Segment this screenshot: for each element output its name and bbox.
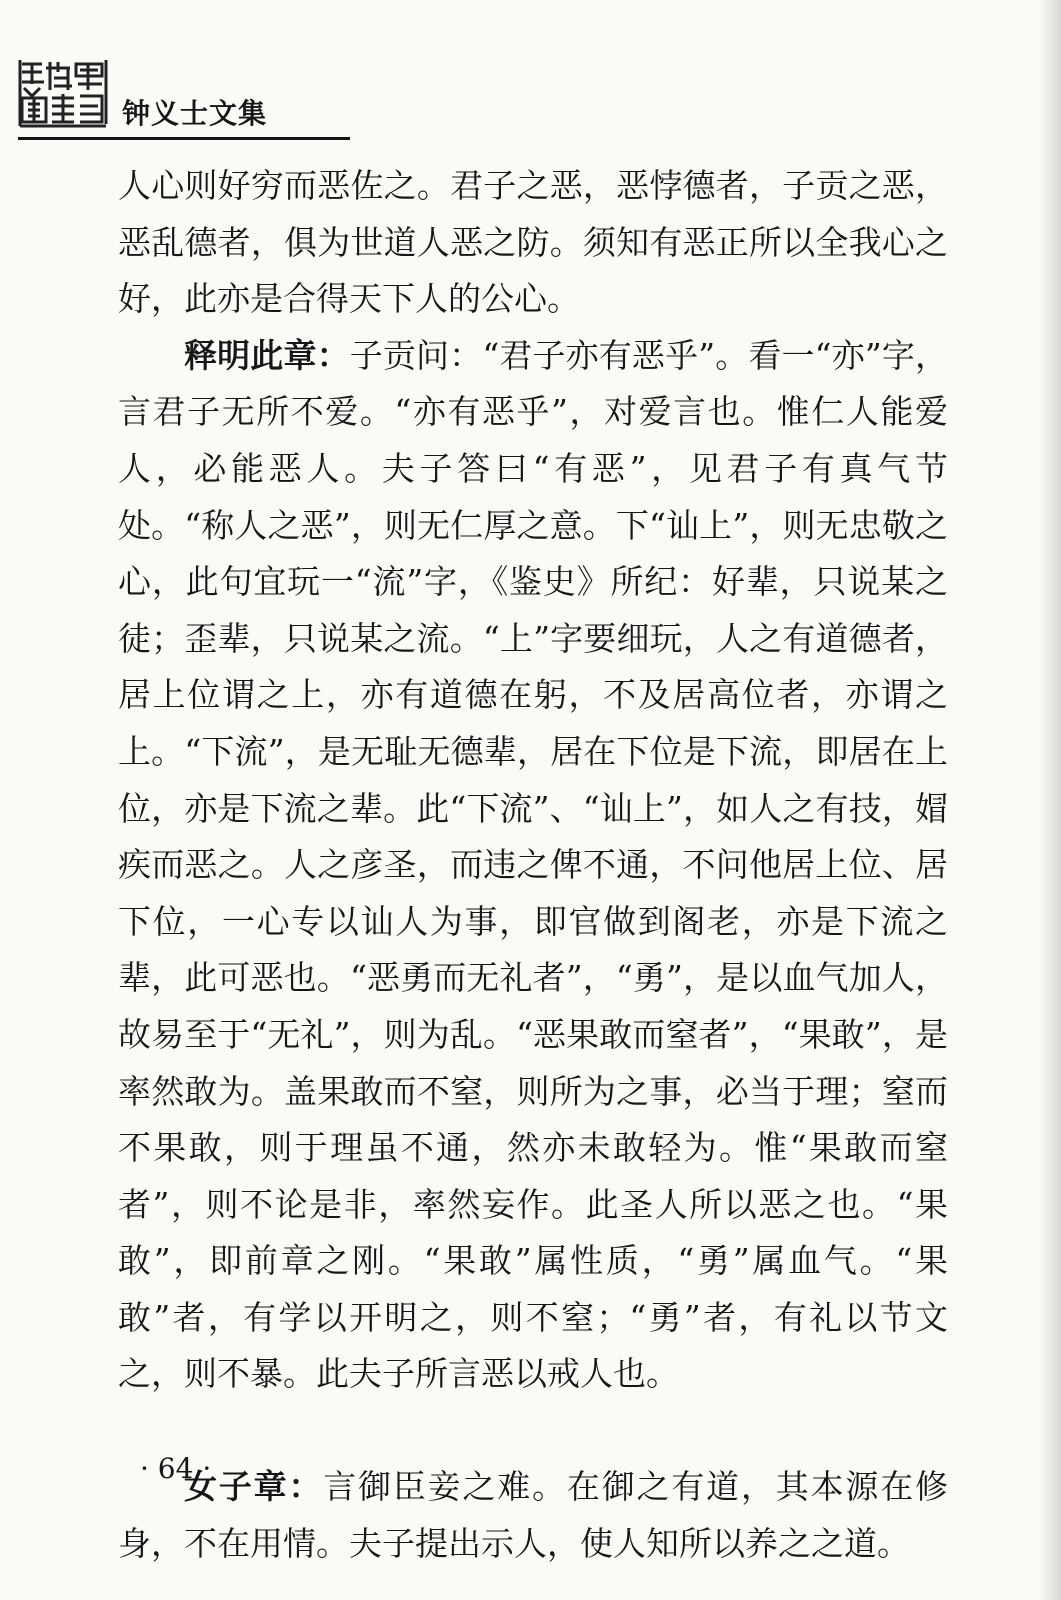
paragraph-text: 言御臣妾之难。在御之有道，其本源在修身，不在用情。夫子提出示人，使人知所以养之之道。 — [118, 1467, 949, 1563]
paragraph-text: 人心则好穷而恶佐之。君子之恶，恶悖德者，子贡之恶，恶乱德者，俱为世道人恶之防。须知有恶正所以全我心之好，此亦是合得天下人的公心。 — [118, 166, 948, 319]
paragraph-lead: 释明此章： — [184, 335, 350, 375]
page-number: · 64 · — [140, 1452, 212, 1485]
page-edge-shadow — [1039, 0, 1061, 1600]
paragraph-text: 子贡问：“君子亦有恶乎”。看一“亦”字，言君子无所不爱。“亦有恶乎”，对爱言也。惟仁人能爱人，必能恶人。夫子答曰“有恶”，见君子有真气节处。“称人之恶”，则无仁厚之意。下“讪上”，则无忠敬之心，此句宜玩一“流”字，《鉴史》所纪：好辈，只说某之徒；歪辈，只说某之流。“上”字要细玩，人之有道德者，居上位谓之上，亦有道德在躬，不及居高位者，亦谓之上。“下流”，是无耻无德辈，居在下位是下流，即居在上位，亦是下流之辈。此“下流”、“讪上”，如人之有技，媢疾而恶之。人之彦圣，而违之俾不通，不问他居上位、居下位，一心专以讪人为事，即官做到阁老，亦是下流之辈，此可恶也。“恶勇而无礼者”，“勇”，是以血气加人，故易至于“无礼”，则为乱。“恶果敢而窒者”，“果敢”，是率然敢为。盖果敢而不窒，则所为之事，必当于理；窒而不果敢，则于理虽不通，然亦未敢轻为。惟“果敢而窒者”，则不论是非，率然妄作。此圣人所以恶之也。“果敢”，即前章之刚。“果敢”属性质，“勇”属血气。“果敢”者，有学以开明之，则不窒；“勇”者，有礼以节文之，则不暴。此夫子所言恶以戒人也。 — [118, 335, 948, 1394]
paragraph-gap — [118, 1403, 948, 1459]
paragraph — [118, 158, 948, 328]
book-title: 钟义士文集 — [122, 97, 268, 130]
paragraph — [118, 328, 948, 1403]
body-text — [118, 158, 948, 1572]
paragraph-lead: 女子章： — [184, 1467, 324, 1507]
paragraph — [118, 1459, 948, 1572]
seal-logo — [18, 58, 108, 128]
header-rule — [18, 137, 350, 140]
running-header — [18, 58, 353, 148]
